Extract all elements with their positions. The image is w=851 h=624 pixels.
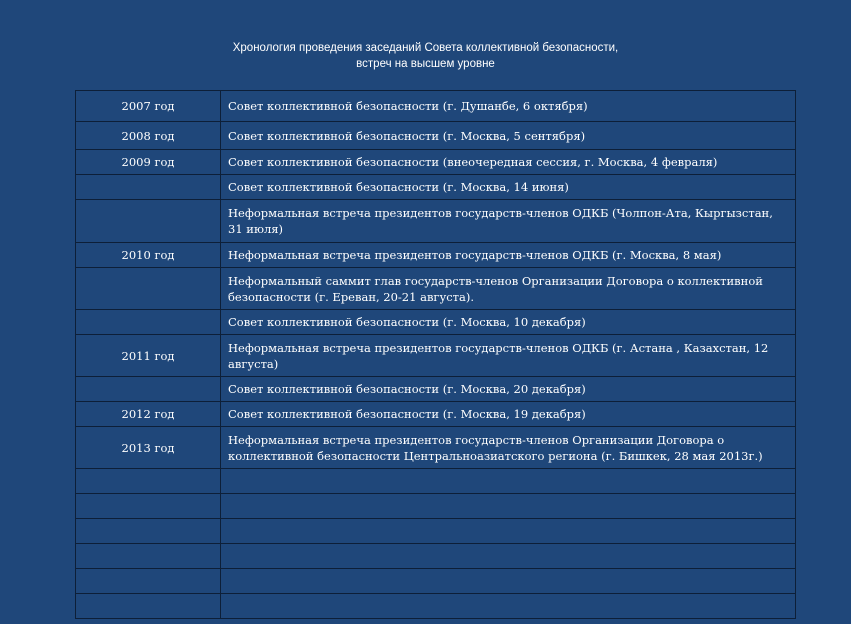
- table-row: [76, 200, 796, 243]
- table-row: [76, 519, 796, 544]
- event-cell: Неформальный саммит глав государств-членов Организации Договора о коллективной безопасности (г. Ереван, 20-21 августа).: [221, 268, 796, 310]
- page-title-line-1: Хронология проведения заседаний Совета коллективной безопасности,: [232, 42, 619, 54]
- event-cell: Совет коллективной безопасности (внеочередная сессия, г. Москва, 4 февраля): [221, 150, 796, 175]
- year-cell: 2013 год: [76, 427, 221, 469]
- table-row: [76, 268, 796, 310]
- year-cell: 2012 год: [76, 402, 221, 427]
- table-row: [76, 377, 796, 402]
- event-cell: Неформальная встреча президентов государств-членов ОДКБ (Чолпон-Ата, Кыргызстан, 31 июля): [221, 200, 796, 243]
- event-cell: [221, 594, 796, 619]
- table-row: [76, 175, 796, 200]
- year-cell: 2007 год: [76, 91, 221, 122]
- table-row: [76, 402, 796, 427]
- table-row: [76, 335, 796, 377]
- table-row: [76, 310, 796, 335]
- year-cell: [76, 200, 221, 243]
- page-title: [0, 40, 851, 72]
- table-row: [76, 594, 796, 619]
- event-cell: [221, 544, 796, 569]
- table-row: [76, 150, 796, 175]
- year-cell: [76, 594, 221, 619]
- table-row: [76, 569, 796, 594]
- event-cell: Совет коллективной безопасности (г. Москва, 19 декабря): [221, 402, 796, 427]
- event-cell: Совет коллективной безопасности (г. Душанбе, 6 октября): [221, 91, 796, 122]
- year-cell: [76, 268, 221, 310]
- year-cell: 2008 год: [76, 122, 221, 150]
- event-cell: Неформальная встреча президентов государств-членов ОДКБ (г. Астана , Казахстан, 12 августа): [221, 335, 796, 377]
- event-cell: Совет коллективной безопасности (г. Москва, 5 сентября): [221, 122, 796, 150]
- year-cell: [76, 544, 221, 569]
- event-cell: [221, 469, 796, 494]
- chronology-table: [75, 90, 796, 619]
- table-row: [76, 544, 796, 569]
- event-cell: Неформальная встреча президентов государств-членов ОДКБ (г. Москва, 8 мая): [221, 243, 796, 268]
- year-cell: [76, 519, 221, 544]
- year-cell: [76, 569, 221, 594]
- table-row: [76, 122, 796, 150]
- year-cell: [76, 494, 221, 519]
- event-cell: [221, 569, 796, 594]
- table-row: [76, 91, 796, 122]
- page-title-line-2: встреч на высшем уровне: [356, 58, 495, 70]
- table-row: [76, 494, 796, 519]
- event-cell: [221, 494, 796, 519]
- event-cell: Совет коллективной безопасности (г. Москва, 14 июня): [221, 175, 796, 200]
- event-cell: Совет коллективной безопасности (г. Москва, 20 декабря): [221, 377, 796, 402]
- event-cell: [221, 519, 796, 544]
- year-cell: [76, 469, 221, 494]
- year-cell: 2010 год: [76, 243, 221, 268]
- year-cell: [76, 175, 221, 200]
- table-row: [76, 469, 796, 494]
- table-row: [76, 427, 796, 469]
- table-row: [76, 243, 796, 268]
- year-cell: 2011 год: [76, 335, 221, 377]
- event-cell: Совет коллективной безопасности (г. Москва, 10 декабря): [221, 310, 796, 335]
- event-cell: Неформальная встреча президентов государств-членов Организации Договора о коллективной безопасности Центральноазиатского региона (г. Бишкек, 28 мая 2013г.): [221, 427, 796, 469]
- year-cell: [76, 377, 221, 402]
- year-cell: 2009 год: [76, 150, 221, 175]
- year-cell: [76, 310, 221, 335]
